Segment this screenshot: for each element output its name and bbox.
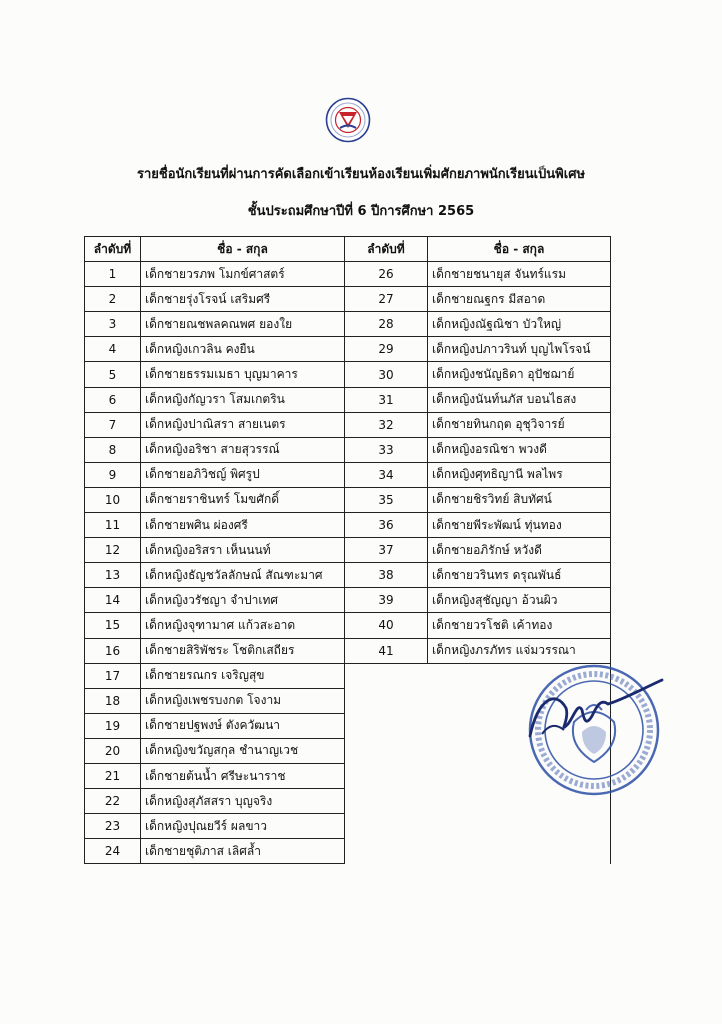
student-name: เด็กชายณชพลคณพศ ยองใย [141,312,345,337]
student-name-right: เด็กหญิงปภาวรินท์ บุญไพโรจน์ [428,337,611,362]
student-name: เด็กชายต้นน้ำ ศรีษะนาราช [141,763,345,788]
table-header-row [85,237,611,262]
student-name: เด็กชายชุติภาส เลิศล้ำ [141,839,345,864]
row-number: 10 [85,487,141,512]
table-row [85,563,611,588]
table-row [85,462,611,487]
student-name-right: เด็กชายชนายุส จันทร์แรม [428,262,611,287]
student-name: เด็กชายอภิวิชญ์ พิศรูป [141,462,345,487]
row-number: 1 [85,262,141,287]
student-name: เด็กชายพศิน ผ่องศรี [141,513,345,538]
table-row [85,538,611,563]
page-title: รายชื่อนักเรียนที่ผ่านการคัดเลือกเข้าเรียนห้องเรียนเพิ่มศักยภาพนักเรียนเป็นพิเศษ [136,167,586,182]
student-name-right: เด็กหญิงอรณิชา พวงดี [428,437,611,462]
student-name-right: เด็กชายณฐกร มีสอาด [428,287,611,312]
row-number-right: 26 [345,262,428,287]
table-row [85,262,611,287]
row-number: 14 [85,588,141,613]
row-number: 21 [85,763,141,788]
row-number: 20 [85,738,141,763]
student-name-right: เด็กชายชิรวิทย์ สิบทัศน์ [428,487,611,512]
student-name-right: เด็กหญิงชนัญธิดา อุปัชฌาย์ [428,362,611,387]
table-row [85,588,611,613]
student-name: เด็กชายวรภพ โมกข์ศาสตร์ [141,262,345,287]
table-row [85,337,611,362]
table-row [85,312,611,337]
row-number: 18 [85,688,141,713]
student-name: เด็กชายธรรมเมธา บุญมาคาร [141,362,345,387]
table-row [85,387,611,412]
row-number: 7 [85,412,141,437]
row-number: 16 [85,638,141,663]
table-row [85,487,611,512]
school-seal-stamp [512,650,676,800]
row-number: 13 [85,563,141,588]
row-number-right: 34 [345,462,428,487]
row-number: 24 [85,839,141,864]
table-row [85,412,611,437]
student-name-right: เด็กชายวรินทร ดรุณพันธ์ [428,563,611,588]
student-name: เด็กชายสิริพัชระ โชติกเสถียร [141,638,345,663]
row-number-right: 35 [345,487,428,512]
table-row [85,513,611,538]
table-row [85,437,611,462]
row-number: 8 [85,437,141,462]
row-number: 3 [85,312,141,337]
student-name-right: เด็กชายวรโชติ เค้าทอง [428,613,611,638]
student-name-right: เด็กหญิงณัฐณิชา บัวใหญ่ [428,312,611,337]
student-name: เด็กชายรุ่งโรจน์ เสริมศรี [141,287,345,312]
row-number: 2 [85,287,141,312]
student-name: เด็กหญิงธัญชวัลลักษณ์ สัณฑะมาศ [141,563,345,588]
row-number: 4 [85,337,141,362]
student-name-right: เด็กหญิงศุทธิญานี พลไพร [428,462,611,487]
row-number-right: 31 [345,387,428,412]
student-name: เด็กชายรณกร เจริญสุข [141,663,345,688]
page-subtitle: ชั้นประถมศึกษาปีที่ 6 ปีการศึกษา 2565 [247,204,475,219]
student-name: เด็กหญิงอริชา สายสุวรรณ์ [141,437,345,462]
row-number-right: 32 [345,412,428,437]
row-number: 11 [85,513,141,538]
student-name: เด็กหญิงกัญวรา โสมเกตริน [141,387,345,412]
row-number-right: 40 [345,613,428,638]
row-number-right: 27 [345,287,428,312]
student-name: เด็กหญิงวรัชญา จำปาเทศ [141,588,345,613]
row-number: 17 [85,663,141,688]
student-name: เด็กหญิงสุภัสสรา บุญจริง [141,789,345,814]
row-number: 22 [85,789,141,814]
student-name-right: เด็กหญิงนันท์นภัส บอนไธสง [428,387,611,412]
student-name: เด็กชายราชินทร์ โมขศักดิ์ [141,487,345,512]
table-row [85,362,611,387]
row-number: 23 [85,814,141,839]
student-name: เด็กหญิงจุฑามาศ แก้วสะอาด [141,613,345,638]
student-name: เด็กหญิงเพชรบงกต โจงาม [141,688,345,713]
column-header-number-right: ลำดับที่ [345,237,428,262]
row-number-right: 38 [345,563,428,588]
row-number-right: 28 [345,312,428,337]
table-row [85,613,611,638]
row-number: 5 [85,362,141,387]
row-number-right: 37 [345,538,428,563]
student-name: เด็กหญิงปาณิสรา สายเนตร [141,412,345,437]
row-number-right: 29 [345,337,428,362]
student-name: เด็กหญิงอริสรา เห็นนนท์ [141,538,345,563]
row-number-right: 39 [345,588,428,613]
row-number: 15 [85,613,141,638]
row-number: 9 [85,462,141,487]
row-number-right: 36 [345,513,428,538]
school-emblem-logo [325,97,371,143]
table-row [85,287,611,312]
row-number-right: 41 [345,638,428,663]
row-number-right: 33 [345,437,428,462]
student-name-right: เด็กชายทินกฤต อุชุวิจารย์ [428,412,611,437]
student-name: เด็กหญิงขวัญสกุล ชำนาญเวช [141,738,345,763]
student-name-right: เด็กหญิงสุชัญญา อ้วนผิว [428,588,611,613]
student-name: เด็กชายปฐพงษ์ ตังควัฒนา [141,713,345,738]
student-name: เด็กหญิงปุณยวีร์ ผลขาว [141,814,345,839]
column-header-number: ลำดับที่ [85,237,141,262]
column-header-name-right: ชื่อ - สกุล [428,237,611,262]
row-number: 6 [85,387,141,412]
student-name-right: เด็กหญิงภรภัทร แจ่มวรรณา [428,638,611,663]
column-header-name: ชื่อ - สกุล [141,237,345,262]
student-name-right: เด็กชายพีระพัฒน์ ทุ่นทอง [428,513,611,538]
row-number: 12 [85,538,141,563]
student-name-right: เด็กชายอภิรักษ์ หวังดี [428,538,611,563]
row-number: 19 [85,713,141,738]
row-number-right: 30 [345,362,428,387]
student-name: เด็กหญิงเกวลิน คงยืน [141,337,345,362]
